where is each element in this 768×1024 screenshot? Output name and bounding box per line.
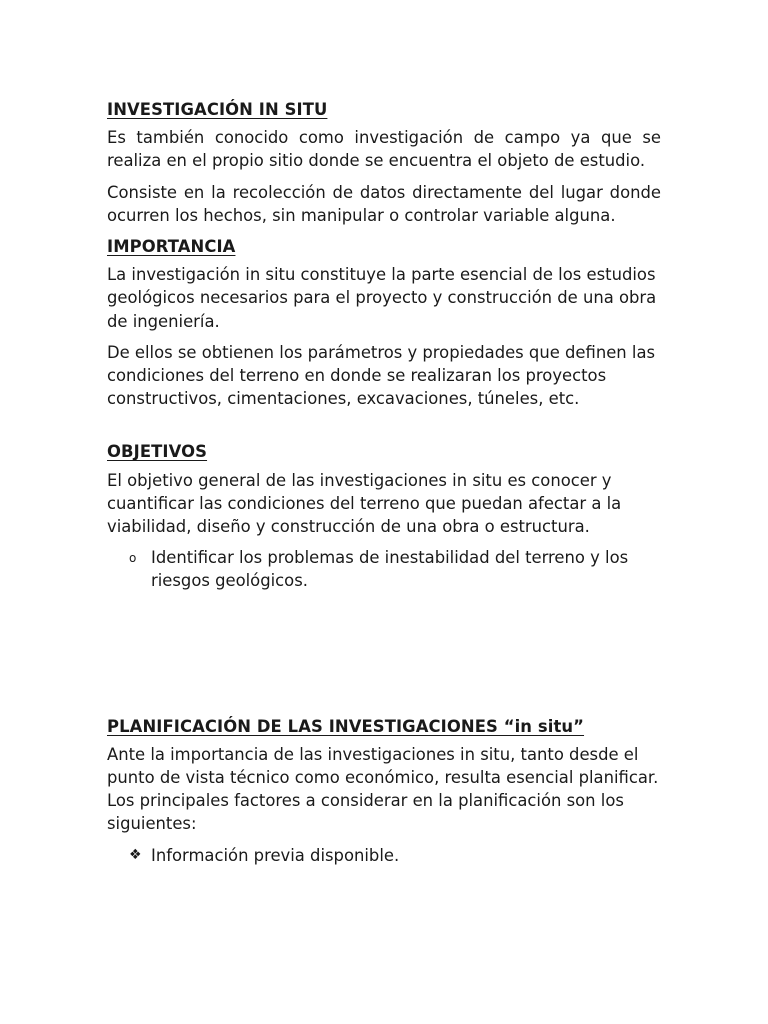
spacer (107, 601, 661, 715)
paragraph-objetivo-general: El objetivo general de las investigaciones in situ es conocer y cuantificar las condiciones del terreno que puedan afectar a la viabilidad, diseño y construcción de una obra o estructura. (107, 470, 622, 537)
list-item (107, 844, 661, 867)
diamond-bullet-icon: ❖ (129, 846, 142, 863)
heading-importancia: IMPORTANCIA (107, 237, 236, 257)
list-item-text: Identificar los problemas de inestabilidad del terreno y los riesgos geológicos. (151, 548, 629, 591)
paragraph-definicion: Es también conocido como investigación de campo ya que se realiza en el propio sitio donde se encuentra el objeto de estudio. (107, 128, 661, 171)
heading-planificacion: PLANIFICACIÓN DE LAS INVESTIGACIONES “in situ” (107, 716, 585, 736)
paragraph-consiste: Consiste en la recolección de datos directamente del lugar donde ocurren los hechos, sin manipular o controlar variable alguna. (107, 182, 661, 225)
heading-objetivos: OBJETIVOS (107, 442, 208, 462)
list-item-text: Información previa disponible. (151, 845, 400, 865)
paragraph-planificacion: Ante la importancia de las investigaciones in situ, tanto desde el punto de vista técnico como económico, resulta esencial planificar. Los principales factores a considerar en la planificación son los siguientes: (107, 744, 659, 834)
spacer (107, 418, 661, 440)
document-page (107, 98, 661, 875)
list-item (107, 546, 661, 592)
paragraph-importancia-2: De ellos se obtienen los parámetros y propiedades que definen las condiciones del terreno en donde se realizaran los proyectos constructivos, cimentaciones, excavaciones, túneles, etc. (107, 342, 656, 409)
paragraph-importancia-1: La investigación in situ constituye la parte esencial de los estudios geológicos necesarios para el proyecto y construcción de una obra de ingeniería. (107, 265, 657, 331)
heading-investigacion-in-situ: INVESTIGACIÓN IN SITU (107, 100, 328, 119)
circle-bullet-icon: o (129, 551, 137, 566)
